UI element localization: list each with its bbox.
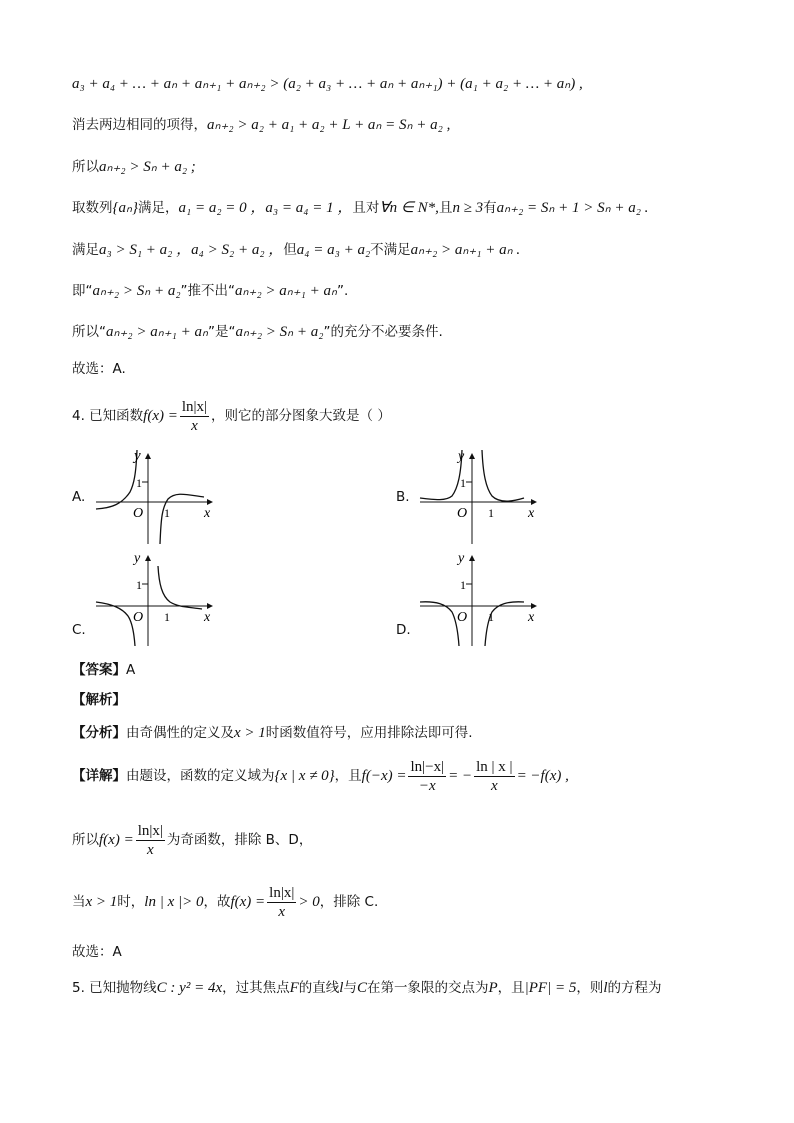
curve-right-branch <box>482 450 524 501</box>
curve-left-branch <box>96 602 135 646</box>
y-label: y <box>458 551 465 566</box>
text-segment: 由题设，函数的定义域为 <box>126 768 275 784</box>
fraction-numerator: ln|−x| <box>410 758 445 775</box>
fraction <box>136 822 165 859</box>
answer-label: 【答案】 <box>72 662 126 678</box>
fraction-numerator: ln|x| <box>181 398 208 415</box>
sign-check-line <box>72 882 378 922</box>
text-segment: 的直线 <box>298 980 340 996</box>
text-segment: ”推不出“ <box>180 283 236 299</box>
text-segment: ，则 <box>576 980 604 996</box>
option-d-label[interactable]: D. <box>396 622 411 638</box>
curve-right-branch <box>158 566 202 609</box>
option-c-label[interactable]: C. <box>72 622 86 638</box>
cancel-terms-text: 消去两边相同的项得， <box>72 117 207 133</box>
fraction-denominator: −x <box>418 777 436 794</box>
math-segment: x > 1 <box>85 894 118 910</box>
cancel-terms-formula: aₙ₊₂ > a₂ + a₁ + a₂ + L + aₙ = Sₙ + a₂ , <box>207 117 451 133</box>
fenxi-line <box>72 723 473 743</box>
y-tick-label: 1 <box>460 476 466 490</box>
text-segment: 的方程为 <box>607 980 662 996</box>
math-segment: l <box>603 980 608 996</box>
text-segment: 5. 已知抛物线 <box>72 980 157 996</box>
y-tick-label: 1 <box>136 476 142 490</box>
math-segment: a₃ > S₁ + a₂ ，a₄ > S₂ + a₂ ， <box>99 242 284 258</box>
y-tick-label: 1 <box>136 578 142 592</box>
text-segment: ”的充分不必要条件. <box>323 324 443 340</box>
origin-label: O <box>457 506 468 521</box>
answer-line <box>72 660 135 680</box>
fraction-numerator: ln|x| <box>269 884 295 901</box>
curve-left-branch <box>420 602 459 646</box>
function-lhs: f(x) = <box>143 408 178 424</box>
text-segment: 但 <box>283 242 297 258</box>
question-5-stem <box>72 978 662 998</box>
option-b-label[interactable]: B. <box>396 489 410 505</box>
cannot-infer-line <box>72 281 348 301</box>
math-segment: ln | x |> 0 <box>144 894 204 910</box>
text-segment: 取数列 <box>72 200 113 216</box>
math-segment: f(x) = <box>230 894 266 910</box>
origin-label: O <box>457 610 468 625</box>
domain-set: {x | x ≠ 0} <box>274 768 335 784</box>
text-segment: ，故 <box>203 894 231 910</box>
fraction <box>267 884 296 921</box>
math-segment: ∀n ∈ N*, <box>379 200 439 216</box>
x-tick-label: 1 <box>488 610 494 624</box>
fraction-denominator: x <box>146 841 154 858</box>
math-segment: f(x) = <box>99 832 134 848</box>
x-label: x <box>204 506 211 521</box>
option-d-graph[interactable] <box>416 548 546 648</box>
y-label: y <box>458 449 465 464</box>
fraction-numerator: ln|x| <box>137 822 163 839</box>
choose-a-line: 故选：A. <box>72 361 126 377</box>
x-tick-label: 1 <box>488 506 494 520</box>
text-segment: ，且 <box>497 980 525 996</box>
x-label: x <box>204 610 211 625</box>
text-segment: ，且 <box>334 768 362 784</box>
fraction-denominator: x <box>191 417 198 434</box>
math-segment: aₙ₊₂ > aₙ₊₁ + aₙ <box>106 324 208 340</box>
text-segment: 且对 <box>352 200 380 216</box>
xiangjie-line <box>72 756 569 796</box>
text-segment: 有 <box>483 200 497 216</box>
math-segment: |PF| = 5 <box>524 980 577 996</box>
text-segment: 与 <box>343 980 357 996</box>
math-segment: = − <box>448 768 473 784</box>
text-segment: 当 <box>72 894 86 910</box>
x-label: x <box>528 610 535 625</box>
text-segment: ，排除 C. <box>319 894 379 910</box>
y-label: y <box>134 551 141 566</box>
origin-label: O <box>133 610 144 625</box>
text-segment: ，过其焦点 <box>222 980 290 996</box>
math-segment: n ≥ 3 <box>452 200 484 216</box>
text-segment: ”. <box>337 283 349 299</box>
fraction-denominator: x <box>491 777 498 794</box>
question-4-text: 4. 已知函数 <box>72 408 144 424</box>
fraction <box>408 758 446 795</box>
conclusion-formula: aₙ₊₂ > Sₙ + a₂ ; <box>99 159 196 175</box>
function-fraction <box>180 398 209 435</box>
math-segment: F <box>289 980 299 996</box>
text-segment: ”是“ <box>207 324 236 340</box>
origin-label: O <box>133 506 144 521</box>
option-a-label[interactable]: A. <box>72 489 86 505</box>
text-segment: 所以 <box>72 832 99 848</box>
fraction-denominator: x <box>278 903 286 920</box>
option-c-graph[interactable] <box>92 548 222 648</box>
math-segment: aₙ₊₂ > aₙ₊₁ + aₙ <box>235 283 337 299</box>
conclusion-line <box>72 157 196 177</box>
x-label: x <box>528 506 535 521</box>
text-segment: 时， <box>117 894 145 910</box>
option-b-graph[interactable] <box>416 446 546 546</box>
text-segment: 所以“ <box>72 324 106 340</box>
text-segment: 时函数值符号，应用排除法即可得. <box>265 725 473 741</box>
math-segment: > 0 <box>298 894 320 910</box>
choose-a-final: 故选：A <box>72 944 122 960</box>
text-segment: 在第一象限的交点为 <box>366 980 489 996</box>
xiangjie-label: 【详解】 <box>72 768 126 784</box>
math-segment: f(−x) = <box>361 768 407 784</box>
math-segment: C <box>356 980 367 996</box>
fraction <box>474 758 514 795</box>
math-segment: a₄ = a₃ + a₂ <box>296 242 371 258</box>
text-segment: 满足 <box>72 242 99 258</box>
math-segment: = −f(x) , <box>516 768 569 784</box>
text-segment: 即“ <box>72 283 93 299</box>
conclusion-text: 所以 <box>72 159 99 175</box>
fenxi-label: 【分析】 <box>72 725 126 741</box>
text-segment: 由奇偶性的定义及 <box>126 725 234 741</box>
math-segment: l <box>339 980 344 996</box>
curve-left-branch <box>96 450 137 509</box>
x-tick-label: 1 <box>164 610 170 624</box>
cancel-terms-line <box>72 115 450 135</box>
fraction-numerator: ln | x | <box>476 758 513 775</box>
math-segment: C : y² = 4x <box>156 980 223 996</box>
satisfy-line <box>72 240 520 260</box>
math-segment: aₙ₊₂ > Sₙ + a₂ <box>235 324 324 340</box>
x-tick-label: 1 <box>164 506 170 520</box>
math-segment: aₙ₊₂ > aₙ₊₁ + aₙ . <box>410 242 521 258</box>
math-segment: aₙ₊₂ > Sₙ + a₂ <box>92 283 181 299</box>
math-segment: aₙ₊₂ = Sₙ + 1 > Sₙ + a₂ . <box>496 200 649 216</box>
text-segment: 满足， <box>137 200 179 216</box>
y-tick-label: 1 <box>460 578 466 592</box>
text-segment: 且 <box>438 200 453 216</box>
sufficient-condition-line <box>72 322 443 342</box>
answer-value: A <box>126 662 136 678</box>
question-4-stem <box>72 396 391 436</box>
math-segment: P <box>488 980 498 996</box>
derivation-inequality: a₃ + a₄ + … + aₙ + aₙ₊₁ + aₙ₊₂ > (a₂ + a₃ + … + aₙ + aₙ₊₁) + (a₁ + a₂ + … + aₙ) , <box>72 76 583 92</box>
y-label: y <box>134 448 141 464</box>
option-a-graph[interactable] <box>92 446 222 546</box>
curve-left-branch <box>420 450 462 500</box>
odd-function-line <box>72 820 312 860</box>
counterexample-line <box>72 198 648 218</box>
text-segment: 为奇函数，排除 B、D， <box>166 832 313 848</box>
analysis-label: 【解析】 <box>72 692 126 708</box>
question-4-tail: ，则它的部分图象大致是（ ） <box>211 408 391 424</box>
math-segment: x > 1 <box>234 725 266 741</box>
math-segment: {aₙ} <box>112 200 138 216</box>
math-segment: a₁ = a₂ = 0 ，a₃ = a₄ = 1 ， <box>178 200 353 216</box>
text-segment: 不满足 <box>370 242 411 258</box>
